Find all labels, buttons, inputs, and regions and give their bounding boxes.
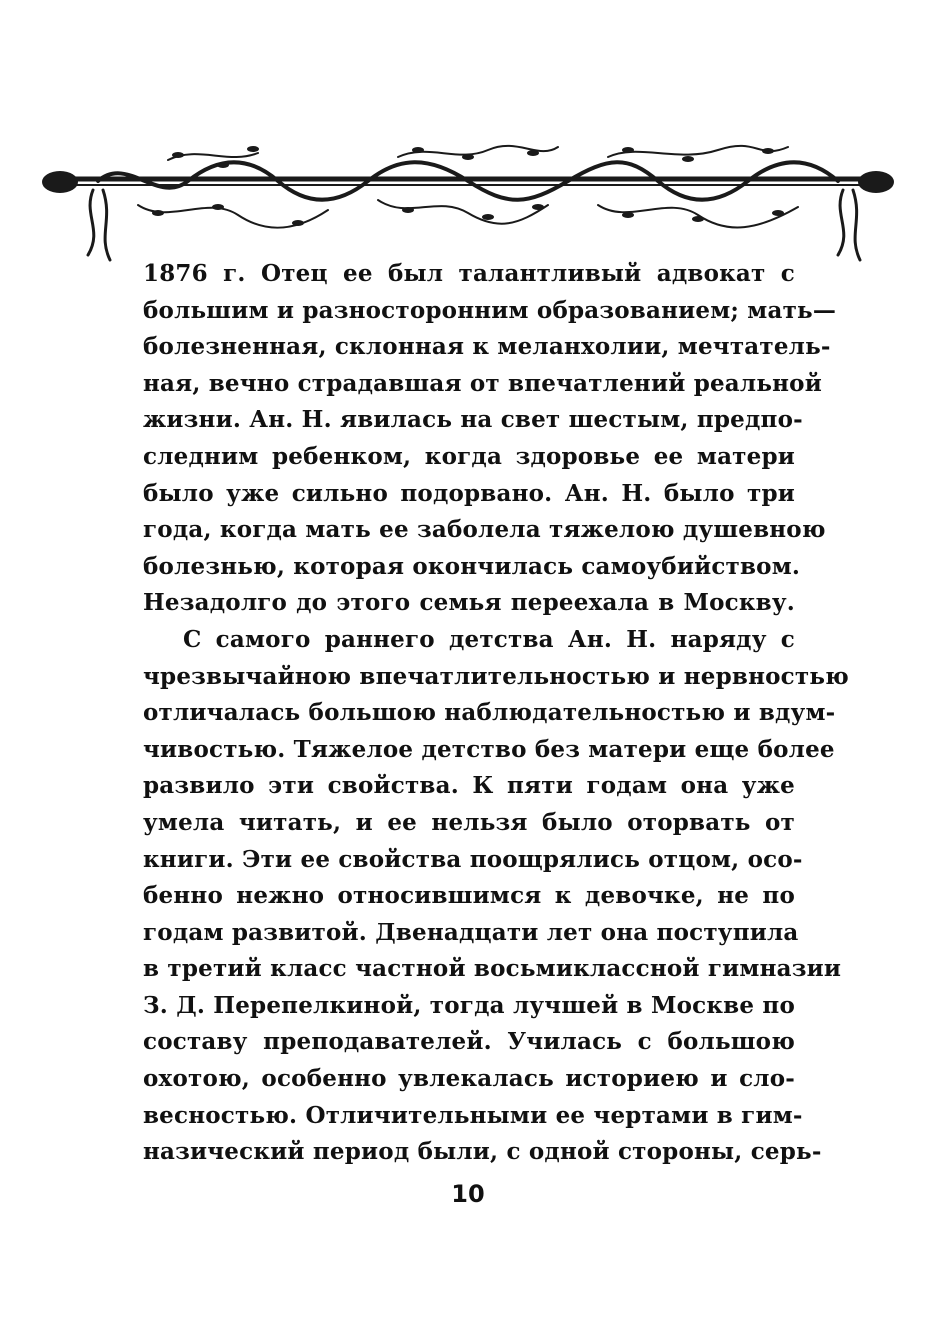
text-line: большим и разносторонним образованием; мать— — [143, 296, 837, 324]
text-line: болезнью, которая окончилась самоубийством. — [143, 552, 801, 580]
text-line: составу преподавателей. Училась с большою — [143, 1028, 795, 1056]
text-line: охотою, особенно увлекалась историею и сло- — [143, 1065, 795, 1093]
text-line: развило эти свойства. К пяти годам она уже — [143, 772, 795, 800]
ribbon-garland-ornament-icon — [38, 135, 898, 265]
body-text — [143, 256, 849, 1171]
text-line: следним ребенком, когда здоровье ее матери — [143, 442, 795, 470]
text-line: отличалась большою наблюдательностью и вдум- — [143, 699, 836, 727]
text-line: жизни. Ан. Н. явилась на свет шестым, предпо- — [143, 406, 803, 434]
text-line: умела читать, и ее нельзя было оторвать от — [143, 808, 795, 836]
text-line: С самого раннего детства Ан. Н. наряду с — [183, 625, 795, 653]
text-line: ная, вечно страдавшая от впечатлений реальной — [143, 369, 822, 397]
text-line: бенно нежно относившимся к девочке, не по — [143, 882, 795, 910]
text-line: чрезвычайною впечатлительностью и нервностью — [143, 662, 849, 690]
text-line: года, когда мать ее заболела тяжелою душевною — [143, 516, 826, 544]
text-line: З. Д. Перепелкиной, тогда лучшей в Москве по — [143, 991, 795, 1019]
text-line: 1876 г. Отец ее был талантливый адвокат с — [143, 260, 795, 287]
text-line: болезненная, склонная к меланхолии, мечтатель- — [143, 333, 831, 361]
text-line: книги. Эти ее свойства поощрялись отцом, осо- — [143, 845, 803, 873]
text-line: было уже сильно подорвано. Ан. Н. было три — [143, 479, 795, 507]
text-line: назический период были, с одной стороны, серь- — [143, 1138, 822, 1166]
text-line: в третий класс частной восьмиклассной гимназии — [143, 955, 842, 983]
page-number: 10 — [451, 1180, 485, 1208]
text-line: чивостью. Тяжелое детство без матери еще более — [143, 735, 835, 763]
text-line: Незадолго до этого семья переехала в Москву. — [143, 589, 795, 617]
text-line: годам развитой. Двенадцати лет она поступила — [143, 918, 799, 946]
text-line: весностью. Отличительными ее чертами в гим- — [143, 1101, 803, 1129]
